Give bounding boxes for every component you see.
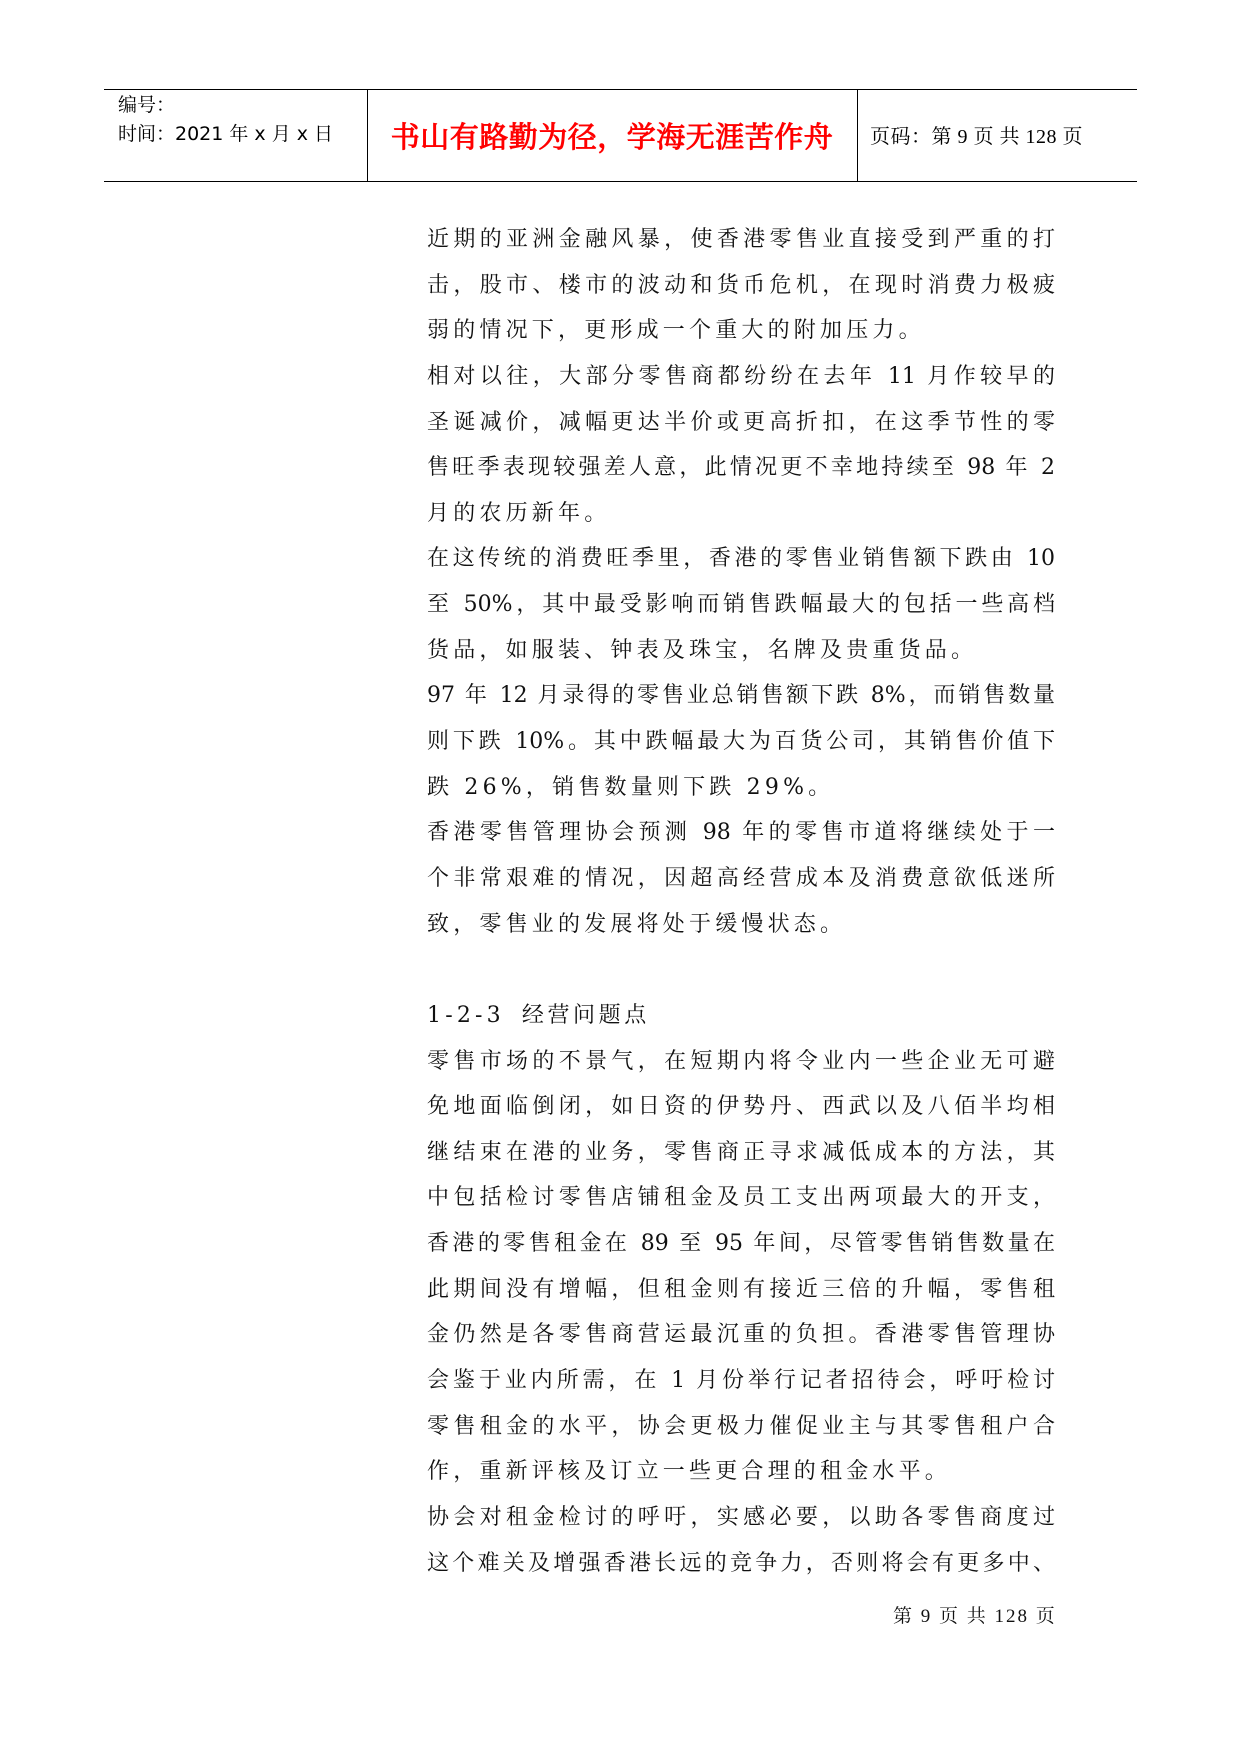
section-heading [427, 993, 1055, 1039]
text-line: 击，股市、楼市的波动和货币危机，在现时消费力极疲 [427, 272, 1055, 298]
text-line: 个非常艰难的情况，因超高经营成本及消费意欲低迷所 [427, 865, 1055, 891]
paragraph [427, 536, 1055, 673]
page-footer-number: 第 9 页 共 128 页 [893, 1606, 1057, 1627]
text-line: 97 年 12 月录得的零售业总销售额下跌 8%，而销售数量 [427, 683, 1055, 709]
section-number: 1-2-3 [427, 1002, 505, 1028]
document-body [427, 217, 1055, 1586]
text-line: 香港零售管理协会预测 98 年的零售市道将继续处于一 [427, 820, 1055, 846]
text-line: 致，零售业的发展将处于缓慢状态。 [427, 911, 847, 937]
text-line: 跌 26%，销售数量则下跌 29%。 [427, 774, 835, 800]
text-line: 在这传统的消费旺季里，香港的零售业销售额下跌由 10 [427, 546, 1055, 572]
text-line: 协会对租金检讨的呼吁，实感必要，以助各零售商度过 [427, 1504, 1055, 1530]
paragraph [427, 1039, 1055, 1495]
text-line: 月的农历新年。 [427, 500, 611, 526]
text-line: 近期的亚洲金融风暴，使香港零售业直接受到严重的打 [427, 227, 1055, 252]
text-line: 这个难关及增强香港长远的竞争力，否则将会有更多中、 [427, 1550, 1055, 1576]
paragraph [427, 217, 1055, 354]
text-line: 零售市场的不景气，在短期内将令业内一些企业无可避 [427, 1048, 1055, 1074]
text-line: 相对以往，大部分零售商都纷纷在去年 11 月作较早的 [427, 363, 1055, 389]
page-header [104, 89, 1137, 182]
header-page-cell [857, 90, 1137, 181]
text-line: 继结束在港的业务，零售商正寻求减低成本的方法，其 [427, 1139, 1055, 1165]
serial-number-label: 编号： [118, 94, 176, 116]
text-line: 弱的情况下，更形成一个重大的附加压力。 [427, 318, 925, 344]
text-line: 圣诞减价，减幅更达半价或更高折扣，在这季节性的零 [427, 409, 1055, 435]
text-line: 作，重新评核及订立一些更合理的租金水平。 [427, 1459, 952, 1485]
text-line: 至 50%，其中最受影响而销售跌幅最大的包括一些高档 [427, 592, 1055, 618]
paragraph [427, 354, 1055, 537]
paragraph [427, 1495, 1055, 1586]
text-line: 售旺季表现较强差人意，此情况更不幸地持续至 98 年 2 [427, 455, 1055, 481]
text-line: 香港的零售租金在 89 至 95 年间，尽管零售销售数量在 [427, 1231, 1055, 1257]
text-line: 会鉴于业内所需，在 1 月份举行记者招待会，呼吁检讨 [427, 1368, 1055, 1394]
text-line: 则下跌 10%。其中跌幅最大为百货公司，其销售价值下 [427, 729, 1055, 755]
date-line: 时间：2021 年 x 月 x 日 [118, 123, 334, 145]
header-motto-cell [367, 90, 857, 181]
paragraph [427, 673, 1055, 810]
section-title: 经营问题点 [521, 1002, 650, 1028]
header-meta-cell [104, 90, 367, 181]
text-line: 免地面临倒闭，如日资的伊势丹、西武以及八佰半均相 [427, 1094, 1055, 1120]
header-page-info: 页码：第 9 页 共 128 页 [870, 126, 1083, 148]
text-line: 零售租金的水平，协会更极力催促业主与其零售租户合 [427, 1413, 1055, 1439]
blank-line [427, 947, 1055, 993]
text-line: 此期间没有增幅，但租金则有接近三倍的升幅，零售租 [427, 1276, 1055, 1302]
text-line: 货品，如服装、钟表及珠宝，名牌及贵重货品。 [427, 637, 978, 663]
paragraph [427, 810, 1055, 947]
text-line: 中包括检讨零售店铺租金及员工支出两项最大的开支， [427, 1185, 1055, 1211]
text-line: 金仍然是各零售商营运最沉重的负担。香港零售管理协 [427, 1322, 1055, 1348]
header-motto: 书山有路勤为径，学海无涯苦作舟 [390, 120, 834, 154]
